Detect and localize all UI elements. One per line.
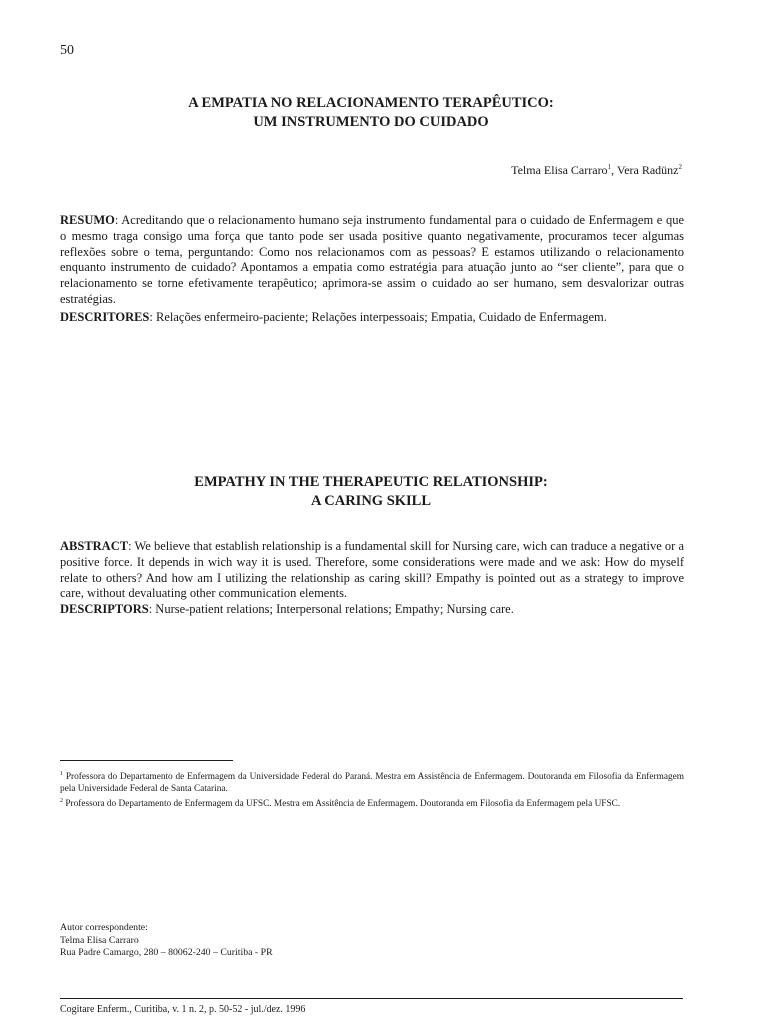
descriptors-paragraph [60,602,684,618]
resumo-paragraph [60,213,684,308]
page-number: 50 [60,43,74,58]
corresponding-author-block [60,922,273,960]
footnote-1 [60,768,684,796]
title-en-line-2: A CARING SKILL [310,493,432,509]
descriptors-label: DESCRIPTORS [60,602,149,616]
resumo-label: RESUMO [60,213,115,227]
footer-divider [60,998,683,999]
correspondence-name: Telma Elisa Carraro [60,934,139,946]
article-title-portuguese [60,94,682,132]
abstract-text: : We believe that establish relationship is a fundamental skill for Nursing care, wich can traduce a negative or a positive force. It depends in wich way it is used. Therefore, some considerations were made and we ask: How do myself relate to others? And how am I utilizing the relationship as caring skill? Empathy is pointed out as a strategy to improve care, without devaluating other communication elements. [60,539,684,601]
journal-citation-footer: Cogitare Enferm., Curitiba, v. 1 n. 2, p. 50-52 - jul./dez. 1996 [60,1004,306,1015]
descritores-paragraph [60,310,684,326]
footnote-divider [60,760,233,761]
article-title-english [60,473,682,511]
descritores-text: : Relações enfermeiro-paciente; Relações interpessoais; Empatia, Cuidado de Enfermagem. [149,310,607,324]
title-en-line-1: EMPATHY IN THE THERAPEUTIC RELATIONSHIP: [194,474,548,490]
author-1-footnote-mark: 1 [607,163,612,171]
correspondence-label: Autor correspondente: [60,922,148,933]
footnote-1-mark: 1 [60,771,63,777]
author-line [511,163,682,178]
footnote-1-text: Professora do Departamento de Enfermagem da Universidade Federal do Paraná. Mestra em Assistência de Enfermagem. Doutoranda em Filosofia da Enfermagem pela Universidade Federal de Santa Catarina. [60,772,684,795]
resumo-text: : Acreditando que o relacionamento humano seja instrumento fundamental para o cuidado de Enfermagem e que o mesmo traga consigo uma força que tanto pode ser usada positive quanto negativamente, procuramos tecer algumas reflexões sobre o tema, perguntando: Como nos relacionamos com as pessoas? E estamos utilizando o relacionamento enquanto instrumento de cuidado? Apontamos a empatia como estratégia para atuação junto ao “ser cliente”, para que o relacionamento se torne efetivamente terapêutico; aprimora-se assim o cuidado ao ser humano, sem desvalorizar outras estratégias. [60,213,684,306]
author-2-footnote-mark: 2 [678,163,682,171]
footnote-2 [60,795,684,810]
abstract-paragraph [60,539,684,602]
abstract-label: ABSTRACT [60,539,129,553]
author-1: Telma Elisa Carraro [511,163,608,177]
title-pt-line-1: A EMPATIA NO RELACIONAMENTO TERAPÊUTICO: [188,95,554,111]
correspondence-address: Rua Padre Camargo, 280 – 80062-240 – Curitiba - PR [60,947,273,958]
descritores-label: DESCRITORES [60,310,150,324]
descriptors-text: : Nurse-patient relations; Interpersonal relations; Empathy; Nursing care. [148,602,514,616]
author-2: Vera Radünz [616,163,679,177]
author-separator: , [611,163,617,177]
title-pt-line-2: UM INSTRUMENTO DO CUIDADO [253,114,489,130]
footnote-2-text: Professora do Departamento de Enfermagem da UFSC. Mestra em Assitência de Enfermagem. Doutoranda em Filosofia da Enfermagem pela UFSC. [63,799,621,810]
footnote-2-mark: 2 [60,798,63,804]
